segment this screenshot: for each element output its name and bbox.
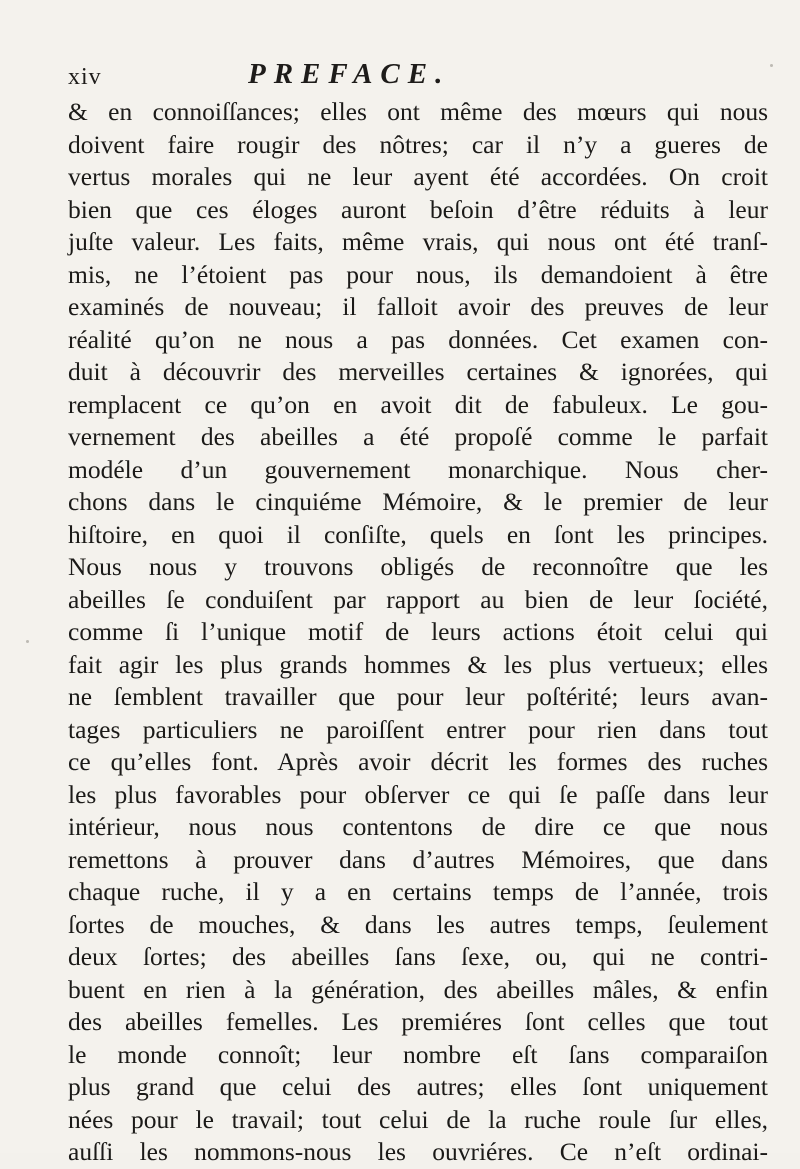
- text-line: chaque ruche, il y a en certains temps de l’année, trois: [68, 877, 768, 906]
- text-line: ſortes de mouches, & dans les autres temps, ſeulement: [68, 909, 768, 939]
- text-line: buent en rien à la génération, des abeilles mâles, & enfin: [68, 974, 768, 1004]
- text-line: vernement des abeilles a été propoſé comme le parfait: [68, 422, 768, 451]
- text-line: Nous nous y trouvons obligés de reconnoître que les: [68, 552, 768, 581]
- body-text: [68, 96, 768, 1169]
- text-line: juſte valeur. Les faits, même vrais, qui nous ont été tranſ-: [68, 227, 768, 256]
- text-line: modéle d’un gouvernement monarchique. Nous cher-: [68, 454, 768, 484]
- paper-speck: [26, 640, 29, 643]
- text-line: duit à découvrir des merveilles certaines & ignorées, qui: [68, 357, 768, 386]
- text-line: hiſtoire, en quoi il conſiſte, quels en ſont les principes.: [68, 519, 768, 549]
- paper-speck: [770, 64, 773, 67]
- text-line: bien que ces éloges auront beſoin d’être réduits à leur: [68, 194, 768, 224]
- text-line: plus grand que celui des autres; elles ſont uniquement: [68, 1072, 768, 1101]
- text-line: remettons à prouver dans d’autres Mémoires, que dans: [68, 844, 768, 874]
- page-number: xiv: [68, 64, 102, 90]
- text-line: intérieur, nous nous contentons de dire ce que nous: [68, 812, 768, 841]
- running-title: PREFACE.: [248, 58, 451, 90]
- text-line: mis, ne l’étoient pas pour nous, ils demandoient à être: [68, 259, 768, 289]
- text-line: deux ſortes; des abeilles ſans ſexe, ou, qui ne contri-: [68, 942, 768, 971]
- text-line: chons dans le cinquiéme Mémoire, & le premier de leur: [68, 487, 768, 516]
- text-line: abeilles ſe conduiſent par rapport au bien de leur ſociété,: [68, 584, 768, 614]
- page-header: [68, 58, 748, 98]
- text-line: vertus morales qui ne leur ayent été accordées. On croit: [68, 162, 768, 191]
- text-line: réalité qu’on ne nous a pas données. Cet examen con-: [68, 324, 768, 354]
- text-line: & en connoiſſances; elles ont même des mœurs qui nous: [68, 97, 768, 126]
- text-line: les plus favorables pour obſerver ce qui ſe paſſe dans leur: [68, 779, 768, 809]
- text-line: ce qu’elles font. Après avoir décrit les formes des ruches: [68, 747, 768, 776]
- text-line: fait agir les plus grands hommes & les plus vertueux; elles: [68, 649, 768, 679]
- text-line: nées pour le travail; tout celui de la ruche roule ſur elles,: [68, 1104, 768, 1134]
- text-line: doivent faire rougir des nôtres; car il n’y a gueres de: [68, 129, 768, 159]
- text-line: examinés de nouveau; il falloit avoir des preuves de leur: [68, 292, 768, 321]
- text-line: remplacent ce qu’on en avoit dit de fabuleux. Le gou-: [68, 389, 768, 419]
- text-line: des abeilles femelles. Les premiéres ſont celles que tout: [68, 1007, 768, 1036]
- text-line: ne ſemblent travailler que pour leur poſtérité; leurs avan-: [68, 682, 768, 711]
- text-line: auſſi les nommons-nous les ouvriéres. Ce n’eſt ordinai-: [68, 1137, 768, 1166]
- text-line: comme ſi l’unique motif de leurs actions étoit celui qui: [68, 617, 768, 646]
- text-line: tages particuliers ne paroiſſent entrer pour rien dans tout: [68, 714, 768, 744]
- text-line: le monde connoît; leur nombre eſt ſans comparaiſon: [68, 1039, 768, 1069]
